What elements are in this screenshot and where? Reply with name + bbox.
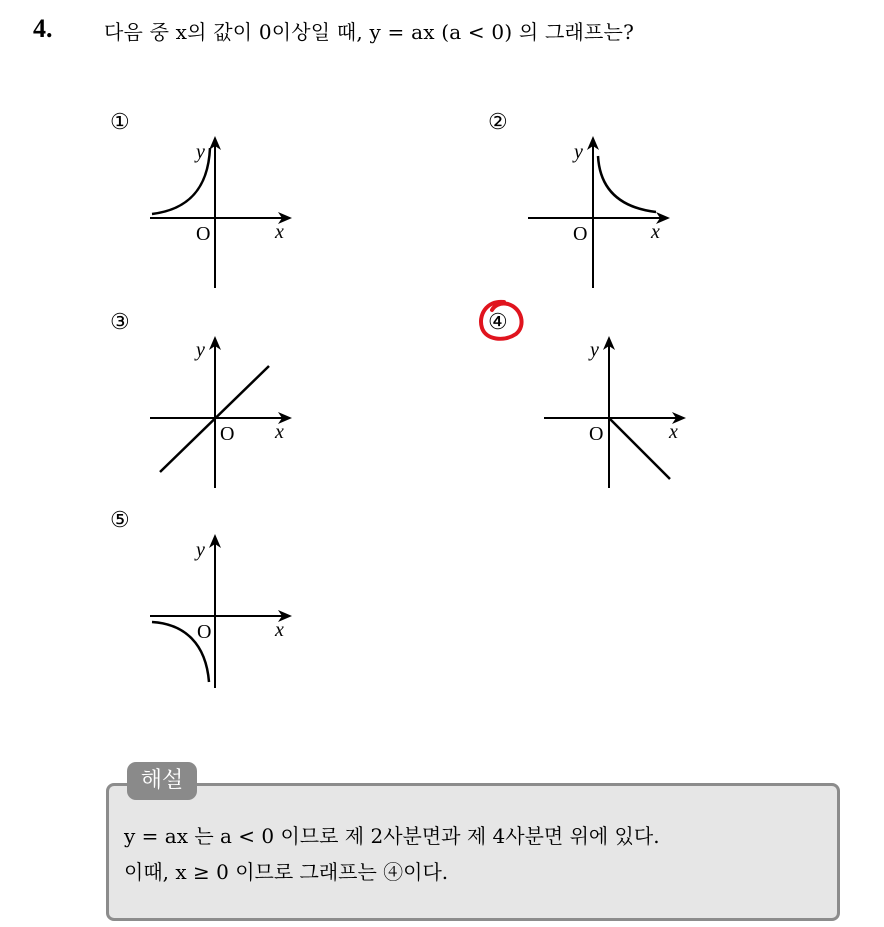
choice-3-label[interactable]: ③: [110, 310, 130, 335]
origin-label: O: [573, 223, 588, 245]
choice-5-graph[interactable]: [140, 528, 310, 698]
origin-label: O: [589, 423, 604, 445]
choice-5-label[interactable]: ⑤: [110, 508, 130, 533]
origin-label: O: [196, 223, 211, 245]
x-axis-label: x: [275, 221, 284, 243]
x-axis-label: x: [275, 421, 284, 443]
x-axis-label: x: [669, 421, 678, 443]
choice-3-graph[interactable]: [140, 330, 310, 500]
solution-box: [106, 783, 840, 921]
choice-4-label[interactable]: ④: [488, 310, 508, 335]
choice-1-graph[interactable]: [140, 130, 310, 300]
solution-line-1: y = ax 는 a < 0 이므로 제 2사분면과 제 4사분면 위에 있다.: [124, 824, 660, 848]
solution-line-2: 이때, x ≥ 0 이므로 그래프는 ④이다.: [124, 860, 449, 884]
question-number: 4.: [33, 14, 53, 43]
y-axis-label: y: [590, 339, 599, 361]
choice-2-label[interactable]: ②: [488, 110, 508, 135]
choice-4-graph[interactable]: [532, 330, 702, 500]
solution-tab: 해설: [127, 762, 197, 800]
origin-label: O: [220, 423, 235, 445]
question-text: 다음 중 x의 값이 0이상일 때, y = ax (a < 0) 의 그래프는?: [104, 20, 635, 44]
graph-ray: [609, 418, 670, 479]
origin-label: O: [197, 621, 212, 643]
y-axis-label: y: [196, 539, 205, 561]
x-axis-label: x: [651, 221, 660, 243]
y-axis-label: y: [196, 141, 205, 163]
choice-1-label[interactable]: ①: [110, 110, 130, 135]
x-axis-label: x: [275, 619, 284, 641]
choice-2-graph[interactable]: [518, 130, 688, 300]
y-axis-label: y: [574, 141, 583, 163]
graph-curve: [598, 156, 656, 212]
y-axis-label: y: [196, 339, 205, 361]
